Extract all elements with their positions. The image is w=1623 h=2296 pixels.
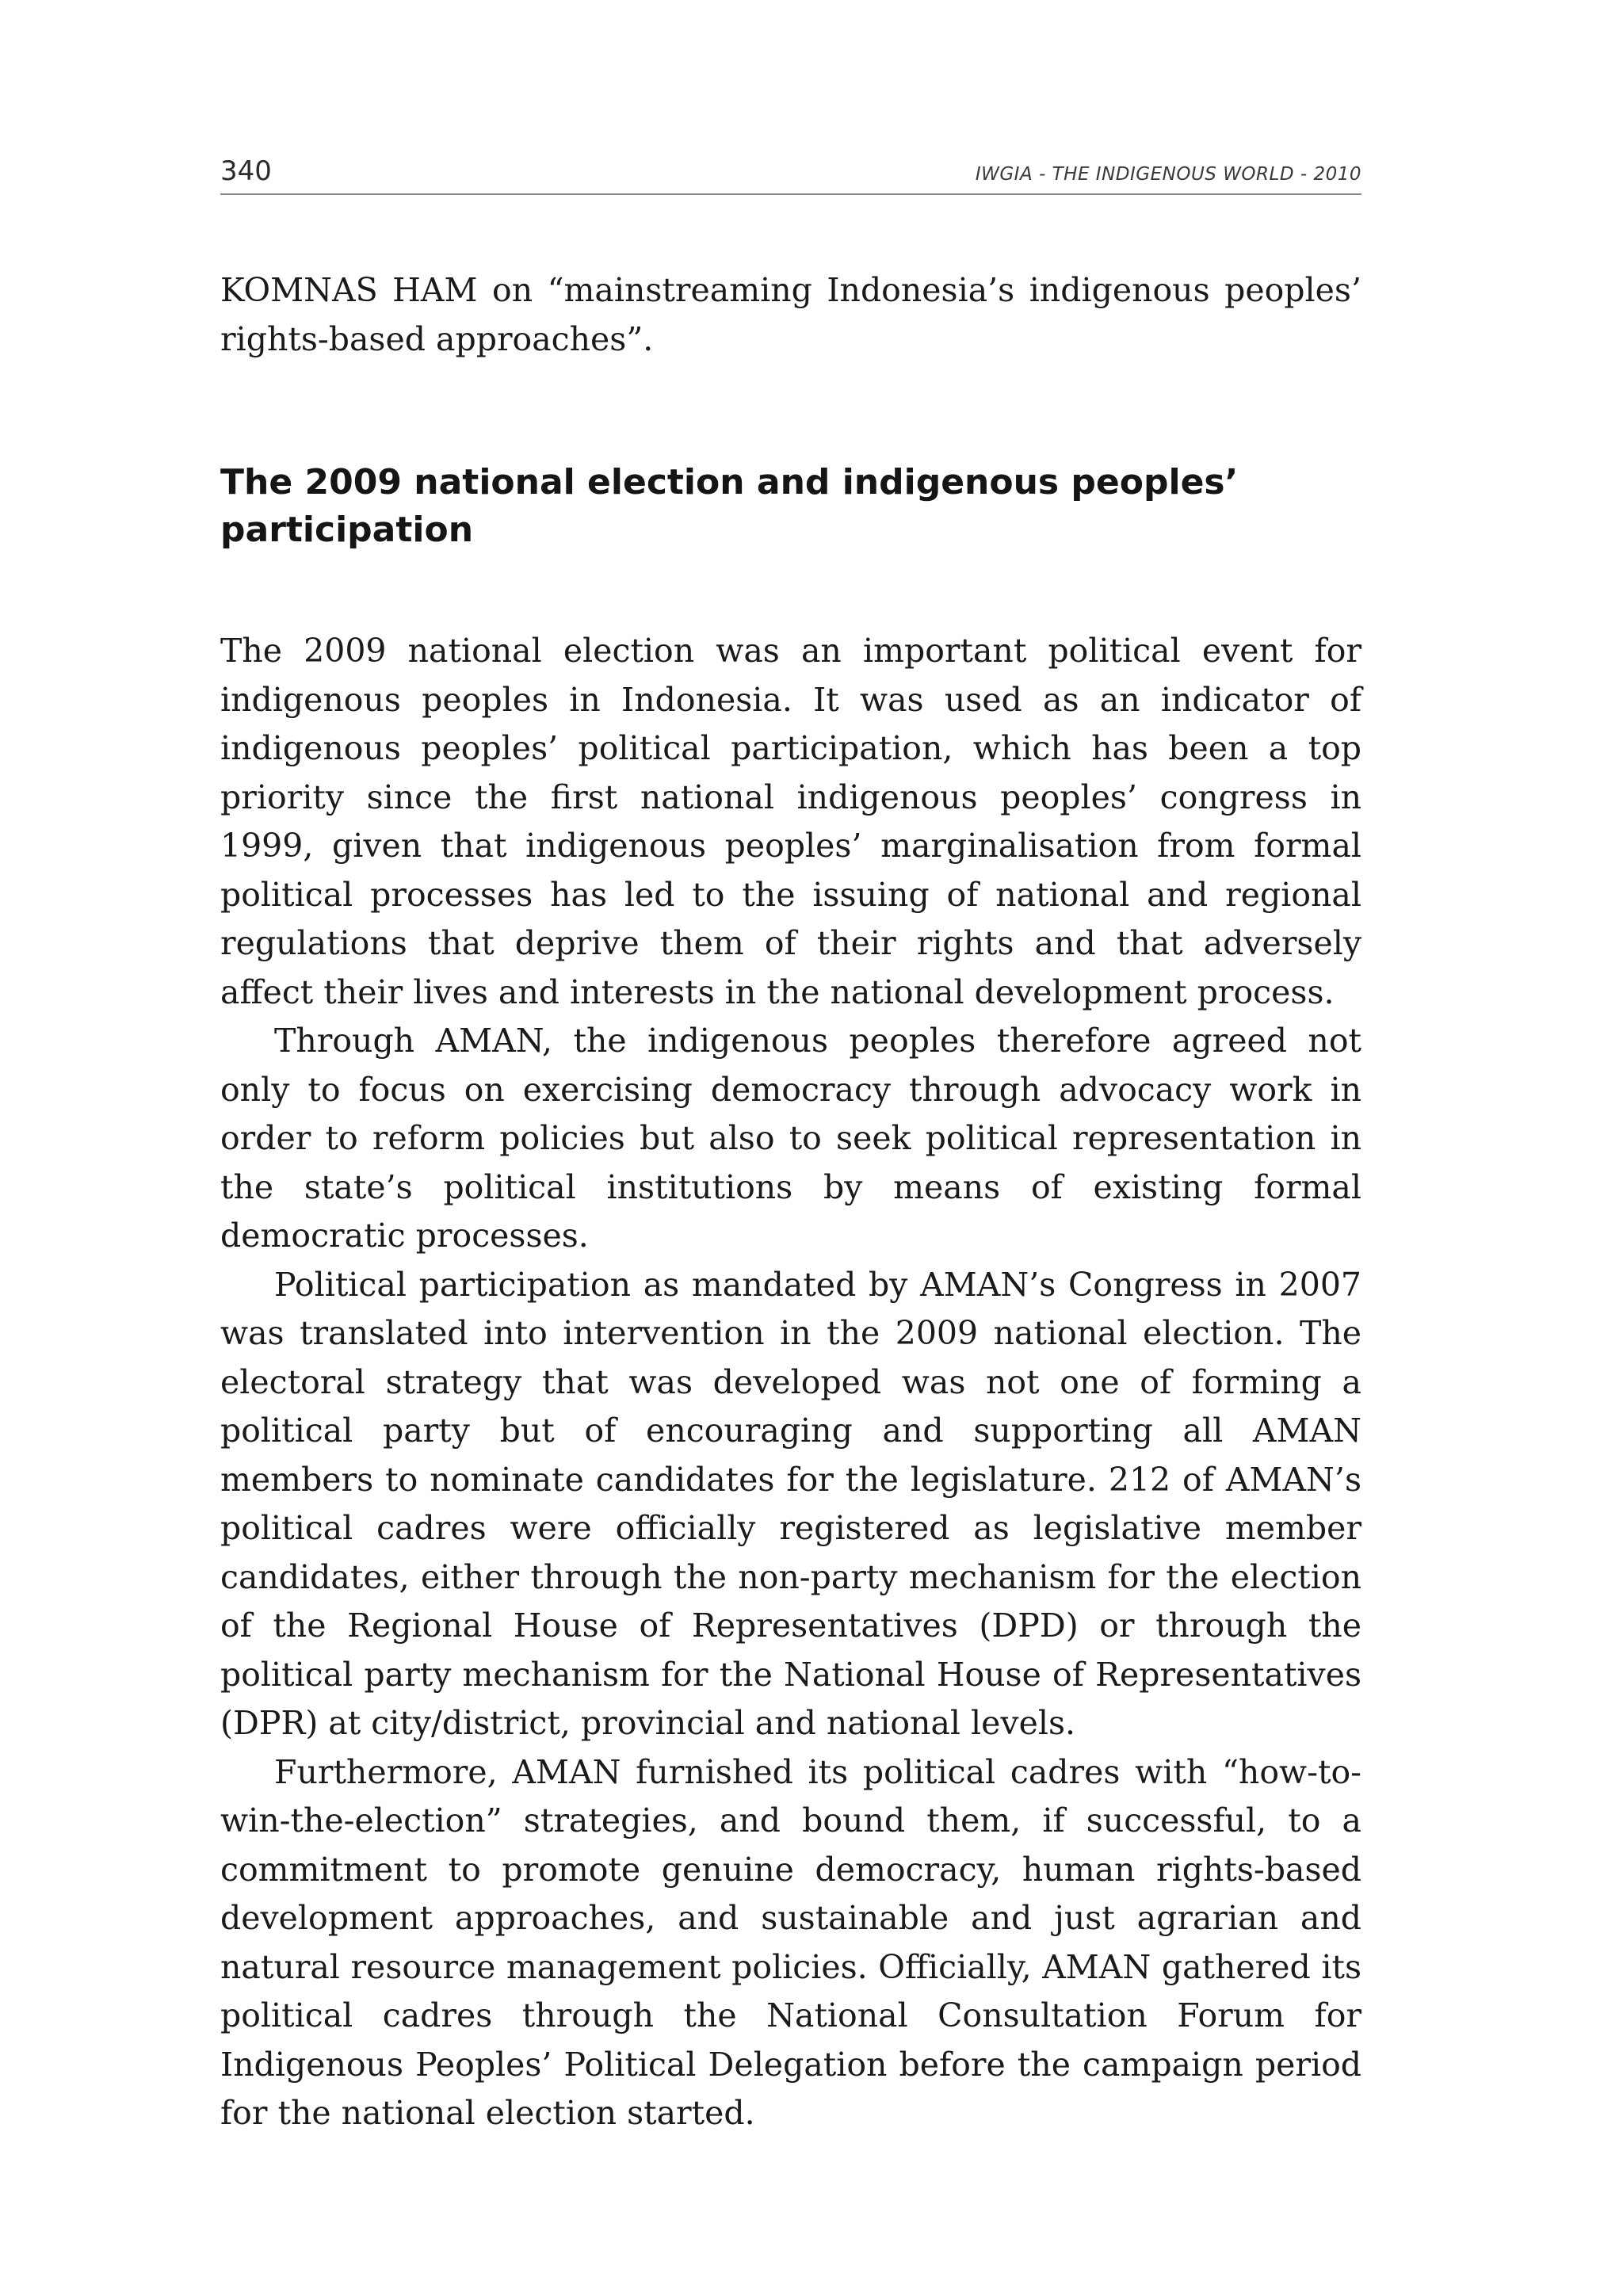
page-content xyxy=(220,266,1361,2138)
page-number: 340 xyxy=(220,155,272,187)
page-header xyxy=(220,155,1361,195)
body-paragraph-1: The 2009 national election was an important political event for indigenous peoples in Indonesia. It was used as an indicator of indigenous peoples’ political participation, which has been a top priority since the first national indigenous peoples’ congress in 1999, given that indigenous peoples’ marginalisation from formal political processes has led to the issuing of national and regional regulations that deprive them of their rights and that adversely affect their lives and interests in the national development process. xyxy=(220,632,1361,1011)
section-heading: The 2009 national election and indigenous peoples’ participation xyxy=(220,462,1239,550)
running-head: IWGIA - THE INDIGENOUS WORLD - 2010 xyxy=(975,164,1361,185)
body-paragraph-2: Through AMAN, the indigenous peoples therefore agreed not only to focus on exercising democracy through advocacy work in order to reform policies but also to seek political representation in the state’s political institutions by means of existing formal democratic processes. xyxy=(220,1022,1361,1255)
intro-paragraph: KOMNAS HAM on “mainstreaming Indonesia’s indigenous peoples’ rights-based approaches”. xyxy=(220,271,1361,358)
body-paragraph-4: Furthermore, AMAN furnished its political cadres with “how-to-win-the-election” strategies, and bound them, if successful, to a commitment to promote genuine democracy, human rights-based development approaches, and sustainable and just agrarian and natural resource management policies. Officially, AMAN gathered its political cadres through the National Consultation Forum for Indigenous Peoples’ Political Delegation before the campaign period for the national election started. xyxy=(220,1752,1361,2132)
body-paragraph-3: Political participation as mandated by AMAN’s Congress in 2007 was translated into intervention in the 2009 national election. The electoral strategy that was developed was not one of forming a political party but of encouraging and supporting all AMAN members to nominate candidates for the legislature. 212 of AMAN’s political cadres were officially registered as legislative member candidates, either through the non-party mechanism for the election of the Regional House of Representatives (DPD) or through the political party mechanism for the National House of Representatives (DPR) at city/district, provincial and national levels. xyxy=(220,1265,1361,1742)
